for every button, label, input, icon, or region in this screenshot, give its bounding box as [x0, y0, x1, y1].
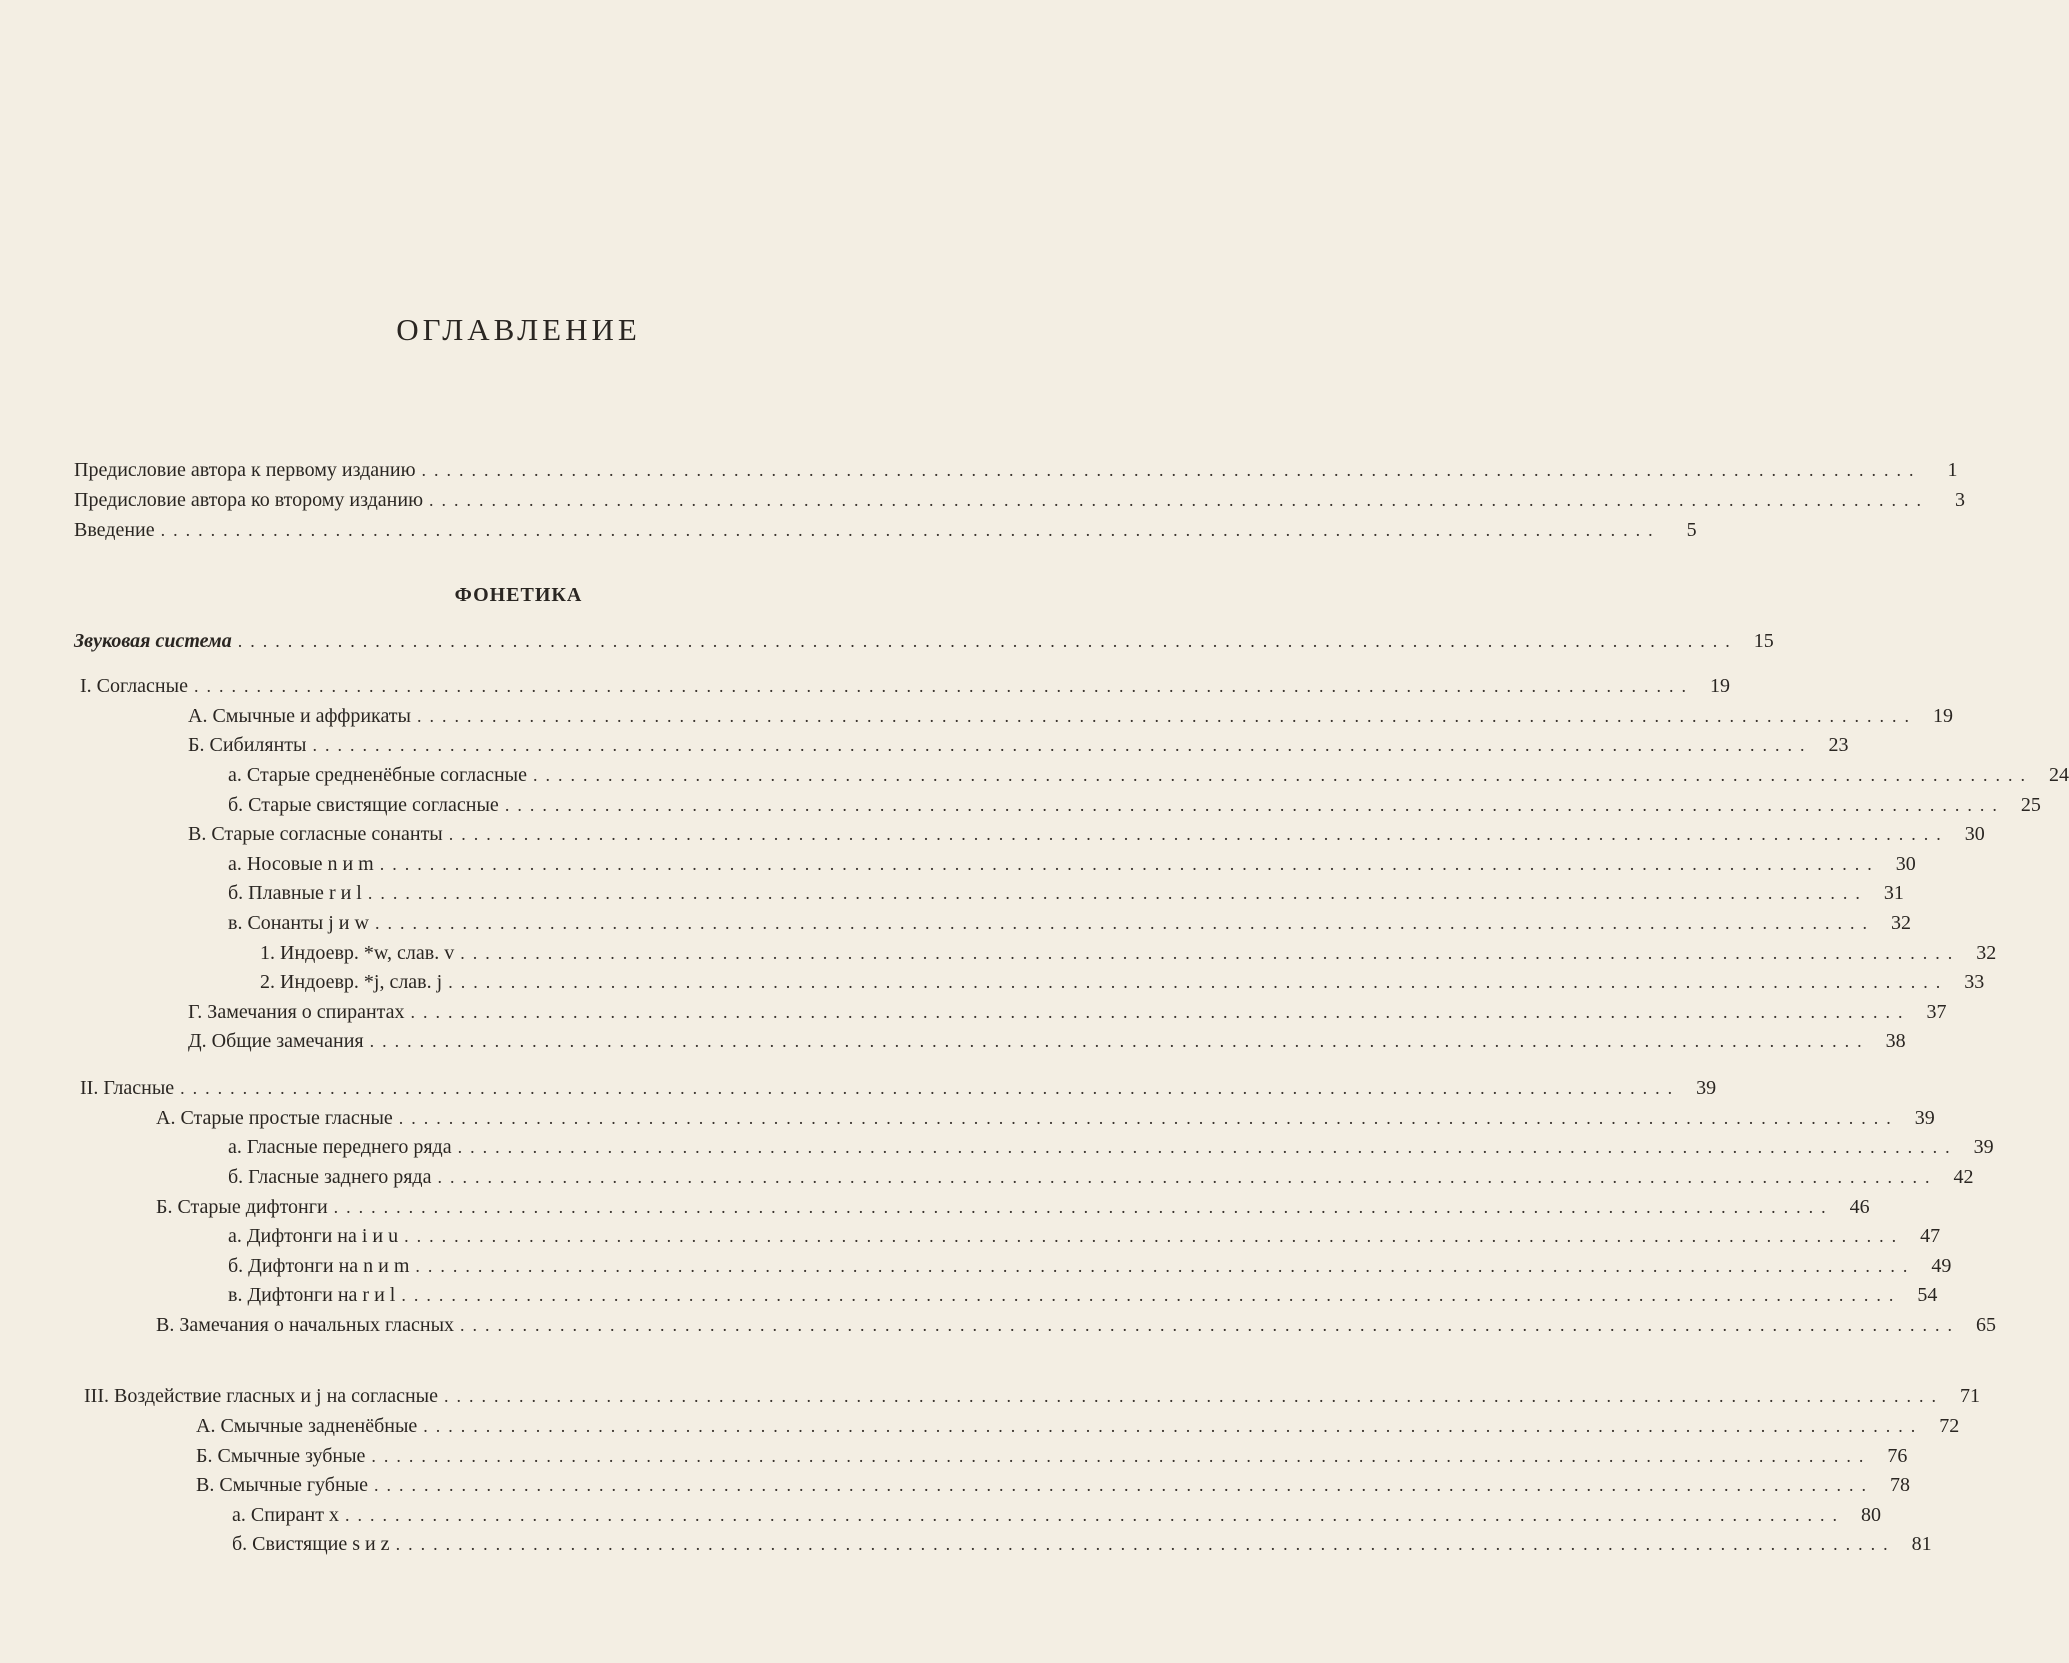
leader-dots: ........................................................................................................................ [379, 854, 1880, 874]
leader-dots: ........................................................................................................................ [443, 1386, 1944, 1406]
leader-dots: ........................................................................................................................ [367, 883, 1868, 903]
toc-entry-label: Б. Сибилянты [188, 734, 307, 756]
toc-entry-label: Б. Старые дифтонги [156, 1196, 328, 1218]
leader-dots: ........................................................................................................................ [460, 943, 1961, 963]
toc-page-number: 54 [1917, 1284, 1938, 1306]
toc-entry-label: Введение [74, 519, 155, 541]
toc-page-number: 25 [2020, 794, 2041, 816]
toc-entry [260, 935, 1997, 965]
leader-dots: ........................................................................................................................ [344, 1505, 1845, 1525]
toc-page-number: 19 [1933, 705, 1953, 727]
leader-dots: ........................................................................................................................ [421, 460, 1922, 480]
toc-entry-label: б. Старые свистящие согласные [228, 794, 499, 816]
toc-page-number: 15 [1753, 630, 1774, 652]
toc-entry [74, 452, 1958, 482]
toc-page-number: 30 [1964, 823, 1985, 845]
toc-entry-label: а. Носовые n и m [228, 853, 374, 875]
toc-entry-label: 2. Индоевр. *j, слав. j [260, 971, 443, 993]
toc-entry-label: Предисловие автора к первому изданию [74, 459, 416, 481]
toc-page-number: 37 [1926, 1001, 1947, 1023]
leader-dots: ........................................................................................................................ [373, 1475, 1874, 1495]
toc-entry-label: 1. Индоевр. *w, слав. v [260, 942, 455, 964]
leader-dots: ........................................................................................................................ [448, 824, 1949, 844]
leader-dots: ........................................................................................................................ [429, 490, 1930, 510]
toc-entry [156, 1189, 1870, 1219]
toc-entry-label: б. Гласные заднего ряда [228, 1166, 432, 1188]
toc-entry [228, 875, 1904, 905]
toc-page-number: 46 [1849, 1196, 1870, 1218]
toc-entry-label: а. Гласные переднего ряда [228, 1136, 452, 1158]
toc-page-number: 1 [1947, 459, 1958, 481]
leader-dots: ........................................................................................................................ [237, 631, 1738, 651]
toc-entry [228, 905, 1911, 935]
toc-entry [196, 1408, 1960, 1438]
toc-page-number: 42 [1953, 1166, 1974, 1188]
leader-dots: ........................................................................................................................ [401, 1285, 1902, 1305]
toc-entry-label: I. Согласные [80, 675, 188, 697]
leader-dots: ........................................................................................................................ [448, 972, 1949, 992]
toc-entry [74, 512, 1697, 542]
toc-entry-label: В. Замечания о начальных гласных [156, 1314, 455, 1336]
toc-entry [232, 1526, 1932, 1556]
toc-page-number: 19 [1709, 675, 1730, 697]
leader-dots: ........................................................................................................................ [504, 795, 2005, 815]
leader-dots: ........................................................................................................................ [532, 765, 2033, 785]
toc-page-number: 71 [1959, 1385, 1980, 1407]
toc-entry [228, 1218, 1941, 1248]
toc-entry-label: а. Дифтонги на i и u [228, 1225, 399, 1247]
toc-page-number: 81 [1911, 1533, 1932, 1555]
toc-entry [188, 698, 1953, 728]
toc-page-number: 76 [1887, 1445, 1908, 1467]
toc-entry-label: в. Сонанты j и w [228, 912, 369, 934]
toc-entry-label: б. Свистящие s и z [232, 1533, 390, 1555]
leader-dots: ........................................................................................................................ [398, 1108, 1899, 1128]
leader-dots: ........................................................................................................................ [374, 913, 1875, 933]
toc-entry [84, 1378, 1980, 1408]
toc-entry-label: б. Дифтонги на n и m [228, 1255, 410, 1277]
toc-page-number: 39 [1914, 1107, 1935, 1129]
toc-entry [156, 1100, 1935, 1130]
toc-page-number: 49 [1931, 1255, 1952, 1277]
page-title: ОГЛАВЛЕНИЕ [396, 312, 641, 347]
toc-entry [228, 1248, 1952, 1278]
toc-entry-label: Г. Замечания о спирантах [188, 1001, 405, 1023]
toc-entry-label: а. Старые средненёбные согласные [228, 764, 527, 786]
leader-dots: ........................................................................................................................ [369, 1031, 1870, 1051]
toc-entry-label: А. Старые простые гласные [156, 1107, 393, 1129]
toc-entry-label: В. Старые согласные сонанты [188, 823, 443, 845]
toc-entry-label: В. Смычные губные [196, 1474, 368, 1496]
leader-dots: ........................................................................................................................ [312, 735, 1813, 755]
leader-dots: ........................................................................................................................ [404, 1226, 1905, 1246]
toc-entry-label: Д. Общие замечания [188, 1030, 364, 1052]
toc-page-number: 38 [1885, 1030, 1906, 1052]
toc-page-number: 31 [1883, 882, 1904, 904]
toc-page-number: 39 [1973, 1136, 1994, 1158]
toc-entry-label: II. Гласные [80, 1077, 175, 1099]
leader-dots: ........................................................................................................................ [371, 1446, 1872, 1466]
toc-entry [188, 1023, 1906, 1053]
toc-page-number: 47 [1920, 1225, 1941, 1247]
toc-entry [156, 1307, 1997, 1337]
toc-entry [228, 1277, 1938, 1307]
toc-page-number: 5 [1686, 519, 1697, 541]
toc-entry-label: в. Дифтонги на r и l [228, 1284, 396, 1306]
leader-dots: ........................................................................................................................ [180, 1078, 1681, 1098]
toc-entry [228, 846, 1916, 876]
toc-entry [232, 1497, 1881, 1527]
toc-entry [228, 1129, 1994, 1159]
toc-entry-label: А. Смычные и аффрикаты [188, 705, 411, 727]
toc-page-number: 3 [1955, 489, 1966, 511]
toc-entry-label: Б. Смычные зубные [196, 1445, 366, 1467]
leader-dots: ........................................................................................................................ [423, 1416, 1924, 1436]
leader-dots: ........................................................................................................................ [457, 1137, 1958, 1157]
toc-page-number: 72 [1939, 1415, 1960, 1437]
toc-entry-label: а. Спирант x [232, 1504, 339, 1526]
toc-page-number: 30 [1895, 853, 1916, 875]
leader-dots: ........................................................................................................................ [460, 1315, 1961, 1335]
toc-entry [260, 964, 1985, 994]
toc-page-number: 78 [1889, 1474, 1910, 1496]
toc-entry [188, 727, 1849, 757]
toc-entry-label: Предисловие автора ко второму изданию [74, 489, 424, 511]
toc-entry [188, 994, 1947, 1024]
toc-page-number: 65 [1976, 1314, 1997, 1336]
leader-dots: ........................................................................................................................ [417, 706, 1917, 726]
toc-entry [228, 787, 2041, 817]
leader-dots: ........................................................................................................................ [410, 1002, 1911, 1022]
toc-entry-label: III. Воздействие гласных и j на согласные [84, 1385, 438, 1407]
toc-entry [80, 668, 1730, 698]
toc-page-number: 39 [1696, 1077, 1717, 1099]
toc-entry-label: б. Плавные r и l [228, 882, 362, 904]
toc-entry [188, 816, 1985, 846]
section-heading: ФОНЕТИКА [454, 584, 583, 606]
toc-entry-label: А. Смычные задненёбные [196, 1415, 418, 1437]
toc-page-number: 32 [1890, 912, 1911, 934]
toc-entry-label: Звуковая система [74, 630, 232, 652]
toc-entry [74, 623, 1774, 653]
toc-page-number: 80 [1860, 1504, 1881, 1526]
leader-dots: ........................................................................................................................ [437, 1167, 1938, 1187]
leader-dots: ........................................................................................................................ [160, 520, 1661, 540]
toc-page-number: 24 [2048, 764, 2069, 786]
toc-entry [74, 482, 1966, 512]
toc-entry [196, 1438, 1908, 1468]
toc-entry [80, 1070, 1717, 1100]
leader-dots: ........................................................................................................................ [415, 1256, 1916, 1276]
leader-dots: ........................................................................................................................ [395, 1534, 1896, 1554]
toc-page-number: 33 [1964, 971, 1985, 993]
toc-page-number: 23 [1828, 734, 1849, 756]
toc-entry [228, 1159, 1974, 1189]
leader-dots: ........................................................................................................................ [193, 676, 1694, 696]
toc-entry [228, 757, 2069, 787]
leader-dots: ........................................................................................................................ [333, 1197, 1834, 1217]
toc-entry [196, 1467, 1910, 1497]
toc-page-number: 32 [1976, 942, 1997, 964]
